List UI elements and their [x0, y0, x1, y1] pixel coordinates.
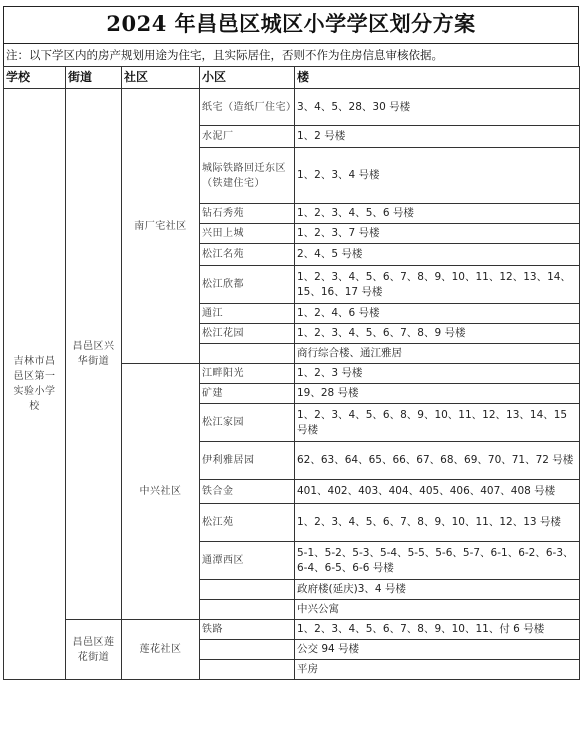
table-row [4, 89, 580, 126]
buildings-cell: 1、2、3、4、5、6、7、8、9、10、11、12、13 号楼 [295, 504, 580, 542]
buildings-cell: 2、4、5 号楼 [295, 244, 580, 266]
school-cell: 吉林市昌邑区第一实验小学校 [4, 89, 66, 680]
estate-cell: 水泥厂 [200, 126, 295, 148]
estate-cell: 铁路 [200, 620, 295, 640]
buildings-cell: 1、2、3、4、5、6、8、9、10、11、12、13、14、15 号楼 [295, 404, 580, 442]
header-community: 社区 [122, 67, 200, 89]
estate-cell: 铁合金 [200, 480, 295, 504]
estate-cell: 江畔阳光 [200, 364, 295, 384]
header-street: 街道 [66, 67, 122, 89]
buildings-cell: 中兴公寓 [295, 600, 580, 620]
estate-cell: 松江名苑 [200, 244, 295, 266]
buildings-cell: 政府楼(延庆)3、4 号楼 [295, 580, 580, 600]
estate-cell: 钻石秀苑 [200, 204, 295, 224]
buildings-cell: 1、2、3、4、5、6、7、8、9、10、11、12、13、14、15、16、17 号楼 [295, 266, 580, 304]
estate-cell: 松江家园 [200, 404, 295, 442]
estate-cell: 松江欣都 [200, 266, 295, 304]
table-row [4, 620, 580, 640]
header-buildings: 楼 [295, 67, 580, 89]
buildings-cell: 1、2、4、6 号楼 [295, 304, 580, 324]
street-cell-xinghua: 昌邑区兴华街道 [66, 89, 122, 620]
buildings-cell: 1、2、3 号楼 [295, 364, 580, 384]
buildings-cell: 1、2、3、7 号楼 [295, 224, 580, 244]
buildings-cell: 1、2、3、4、5、6 号楼 [295, 204, 580, 224]
estate-cell: 伊利雅居园 [200, 442, 295, 480]
buildings-cell: 19、28 号楼 [295, 384, 580, 404]
buildings-cell: 62、63、64、65、66、67、68、69、70、71、72 号楼 [295, 442, 580, 480]
document-note: 注：以下学区内的房产规划用途为住宅，且实际居住，否则不作为住房信息审核依据。 [3, 43, 579, 66]
estate-cell: 通江 [200, 304, 295, 324]
community-cell-zhongxing: 中兴社区 [122, 364, 200, 620]
buildings-cell: 3、4、5、28、30 号楼 [295, 89, 580, 126]
buildings-cell: 1、2、3、4、5、6、7、8、9 号楼 [295, 324, 580, 344]
buildings-cell: 商行综合楼、通江雅居 [295, 344, 580, 364]
district-table [3, 66, 580, 680]
estate-cell [200, 600, 295, 620]
buildings-cell: 平房 [295, 660, 580, 680]
estate-cell [200, 344, 295, 364]
estate-cell: 纸宅（造纸厂住宅） [200, 89, 295, 126]
buildings-cell: 1、2 号楼 [295, 126, 580, 148]
header-school: 学校 [4, 67, 66, 89]
community-cell-nanchangzhai: 南厂宅社区 [122, 89, 200, 364]
buildings-cell: 401、402、403、404、405、406、407、408 号楼 [295, 480, 580, 504]
estate-cell [200, 660, 295, 680]
street-cell-lianhua: 昌邑区莲花街道 [66, 620, 122, 680]
estate-cell: 兴田上城 [200, 224, 295, 244]
estate-cell [200, 640, 295, 660]
table-header-row [4, 67, 580, 89]
buildings-cell: 5-1、5-2、5-3、5-4、5-5、5-6、5-7、6-1、6-2、6-3、6-4、6-5、6-6 号楼 [295, 542, 580, 580]
header-estate: 小区 [200, 67, 295, 89]
estate-cell: 城际铁路回迁东区（铁建住宅） [200, 148, 295, 204]
estate-cell: 矿建 [200, 384, 295, 404]
estate-cell: 松江花园 [200, 324, 295, 344]
estate-cell: 松江苑 [200, 504, 295, 542]
community-cell-lianhua: 莲花社区 [122, 620, 200, 680]
estate-cell [200, 580, 295, 600]
estate-cell: 通潭西区 [200, 542, 295, 580]
document-title: 2024 年昌邑区城区小学学区划分方案 [3, 6, 579, 43]
buildings-cell: 1、2、3、4 号楼 [295, 148, 580, 204]
buildings-cell: 1、2、3、4、5、6、7、8、9、10、11、付 6 号楼 [295, 620, 580, 640]
buildings-cell: 公交 94 号楼 [295, 640, 580, 660]
